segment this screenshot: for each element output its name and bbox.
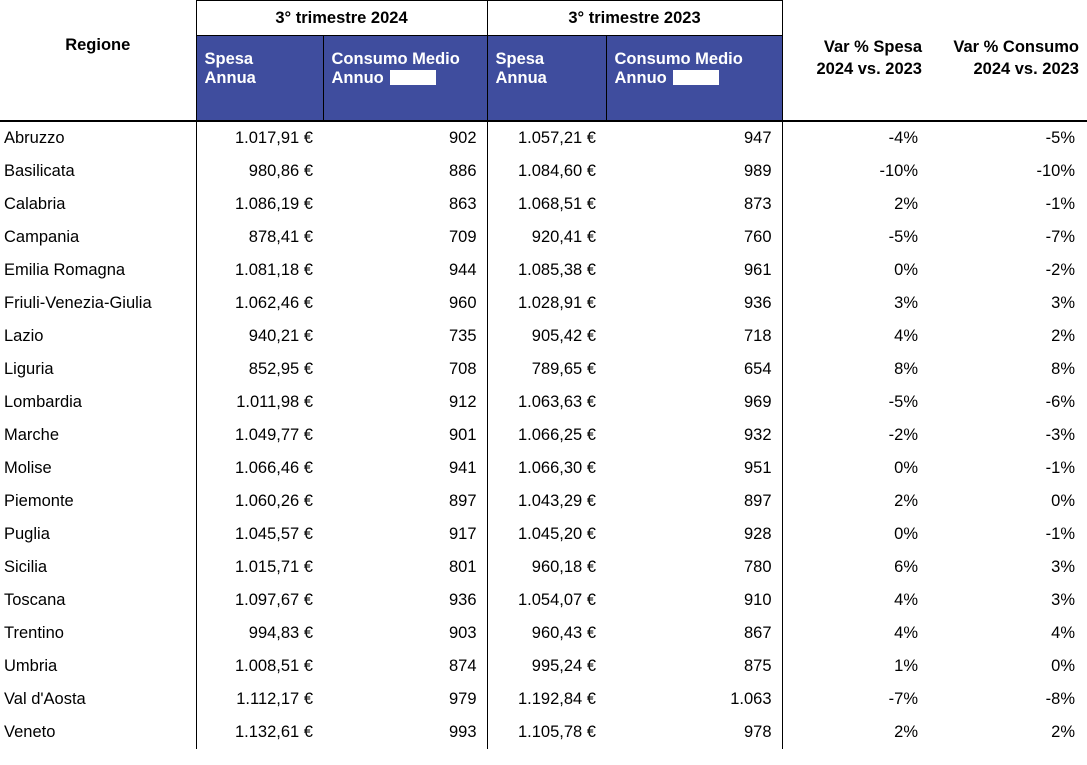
cell-consumo-2023: 961 <box>606 254 782 287</box>
cell-regione: Campania <box>0 221 196 254</box>
cell-spesa-2024: 1.015,71 € <box>196 551 323 584</box>
cell-var-consumo: 4% <box>930 617 1087 650</box>
header-var-consumo-line1: Var % Consumo <box>953 37 1079 56</box>
cell-regione: Piemonte <box>0 485 196 518</box>
table-row[interactable] <box>0 452 1087 485</box>
cell-consumo-2024: 979 <box>323 683 487 716</box>
cell-spesa-2023: 920,41 € <box>487 221 606 254</box>
cell-var-consumo: -1% <box>930 452 1087 485</box>
cell-var-consumo: 2% <box>930 320 1087 353</box>
cell-regione: Marche <box>0 419 196 452</box>
cell-spesa-2023: 1.192,84 € <box>487 683 606 716</box>
cell-var-consumo: 3% <box>930 584 1087 617</box>
header-consumo-medio-2024-line2: Annuo <box>331 69 384 87</box>
table-row[interactable] <box>0 650 1087 683</box>
cell-spesa-2024: 852,95 € <box>196 353 323 386</box>
cell-var-consumo: -2% <box>930 254 1087 287</box>
cell-var-spesa: 1% <box>782 650 930 683</box>
header-consumo-medio-2024 <box>323 36 487 122</box>
cell-var-consumo: -1% <box>930 188 1087 221</box>
cell-consumo-2023: 760 <box>606 221 782 254</box>
cell-consumo-2024: 944 <box>323 254 487 287</box>
cell-var-spesa: 0% <box>782 254 930 287</box>
unit-swatch-icon-2 <box>673 70 719 85</box>
cell-spesa-2024: 1.049,77 € <box>196 419 323 452</box>
cell-var-consumo: -7% <box>930 221 1087 254</box>
cell-spesa-2024: 994,83 € <box>196 617 323 650</box>
cell-var-spesa: 0% <box>782 452 930 485</box>
cell-consumo-2024: 912 <box>323 386 487 419</box>
table-row[interactable] <box>0 617 1087 650</box>
cell-regione: Val d'Aosta <box>0 683 196 716</box>
cell-spesa-2024: 980,86 € <box>196 155 323 188</box>
table-row[interactable] <box>0 485 1087 518</box>
table-row[interactable] <box>0 353 1087 386</box>
cell-spesa-2024: 1.008,51 € <box>196 650 323 683</box>
cell-var-spesa: 4% <box>782 584 930 617</box>
cell-var-consumo: -6% <box>930 386 1087 419</box>
cell-spesa-2023: 1.057,21 € <box>487 121 606 155</box>
cell-var-consumo: 0% <box>930 650 1087 683</box>
cell-regione: Calabria <box>0 188 196 221</box>
cell-consumo-2024: 801 <box>323 551 487 584</box>
cell-var-spesa: 6% <box>782 551 930 584</box>
cell-consumo-2024: 709 <box>323 221 487 254</box>
cell-var-spesa: -10% <box>782 155 930 188</box>
cell-var-consumo: 8% <box>930 353 1087 386</box>
header-spesa-annua-2024 <box>196 36 323 122</box>
cell-regione: Toscana <box>0 584 196 617</box>
header-spesa-annua-2023-line1: Spesa <box>495 50 545 68</box>
cell-consumo-2024: 901 <box>323 419 487 452</box>
cell-spesa-2023: 1.066,25 € <box>487 419 606 452</box>
cell-spesa-2024: 1.062,46 € <box>196 287 323 320</box>
cell-consumo-2023: 932 <box>606 419 782 452</box>
header-spesa-annua-2023 <box>487 36 606 122</box>
cell-spesa-2023: 1.028,91 € <box>487 287 606 320</box>
cell-regione: Umbria <box>0 650 196 683</box>
cell-var-spesa: 2% <box>782 485 930 518</box>
cell-spesa-2023: 1.063,63 € <box>487 386 606 419</box>
header-var-consumo <box>930 36 1087 122</box>
cell-spesa-2024: 1.081,18 € <box>196 254 323 287</box>
cell-regione: Abruzzo <box>0 121 196 155</box>
cell-spesa-2024: 1.045,57 € <box>196 518 323 551</box>
table-row[interactable] <box>0 683 1087 716</box>
cell-consumo-2024: 874 <box>323 650 487 683</box>
header-consumo-medio-2023-line1: Consumo Medio <box>614 50 743 68</box>
table-row[interactable] <box>0 188 1087 221</box>
header-blank-var-spesa <box>782 1 930 36</box>
cell-spesa-2023: 1.084,60 € <box>487 155 606 188</box>
header-consumo-medio-2023 <box>606 36 782 122</box>
cell-consumo-2024: 941 <box>323 452 487 485</box>
cell-consumo-2024: 993 <box>323 716 487 749</box>
cell-spesa-2024: 1.132,61 € <box>196 716 323 749</box>
table-row[interactable] <box>0 551 1087 584</box>
table-row[interactable] <box>0 386 1087 419</box>
header-var-spesa-line1: Var % Spesa <box>823 37 922 56</box>
cell-consumo-2024: 886 <box>323 155 487 188</box>
cell-consumo-2023: 978 <box>606 716 782 749</box>
cell-var-spesa: 0% <box>782 518 930 551</box>
cell-consumo-2024: 917 <box>323 518 487 551</box>
cell-spesa-2024: 1.112,17 € <box>196 683 323 716</box>
cell-spesa-2023: 1.068,51 € <box>487 188 606 221</box>
cell-spesa-2024: 1.086,19 € <box>196 188 323 221</box>
table-row[interactable] <box>0 121 1087 155</box>
cell-consumo-2023: 969 <box>606 386 782 419</box>
cell-var-spesa: -5% <box>782 221 930 254</box>
cell-consumo-2023: 947 <box>606 121 782 155</box>
cell-var-spesa: 4% <box>782 617 930 650</box>
header-spesa-annua-2023-line2: Annua <box>495 69 547 87</box>
table-row[interactable] <box>0 155 1087 188</box>
cell-var-spesa: 4% <box>782 320 930 353</box>
cell-consumo-2023: 936 <box>606 287 782 320</box>
cell-spesa-2024: 878,41 € <box>196 221 323 254</box>
cell-spesa-2023: 1.054,07 € <box>487 584 606 617</box>
table-row[interactable] <box>0 287 1087 320</box>
cell-regione: Lombardia <box>0 386 196 419</box>
cell-spesa-2024: 1.097,67 € <box>196 584 323 617</box>
cell-spesa-2024: 1.060,26 € <box>196 485 323 518</box>
header-group-row <box>0 1 1087 36</box>
cell-consumo-2024: 936 <box>323 584 487 617</box>
cell-var-consumo: 0% <box>930 485 1087 518</box>
table-row[interactable] <box>0 254 1087 287</box>
header-spesa-annua-2024-line1: Spesa <box>204 50 254 68</box>
cell-spesa-2024: 940,21 € <box>196 320 323 353</box>
header-var-spesa <box>782 36 930 122</box>
cell-consumo-2023: 989 <box>606 155 782 188</box>
cell-spesa-2024: 1.066,46 € <box>196 452 323 485</box>
header-consumo-medio-2023-line2: Annuo <box>614 69 667 87</box>
cell-regione: Veneto <box>0 716 196 749</box>
cell-consumo-2023: 718 <box>606 320 782 353</box>
header-corner-blank <box>0 1 196 36</box>
cell-consumo-2024: 960 <box>323 287 487 320</box>
cell-var-spesa: 8% <box>782 353 930 386</box>
cell-consumo-2024: 708 <box>323 353 487 386</box>
table-row[interactable] <box>0 716 1087 749</box>
cell-var-consumo: 3% <box>930 287 1087 320</box>
cell-spesa-2023: 789,65 € <box>487 353 606 386</box>
cell-spesa-2023: 1.085,38 € <box>487 254 606 287</box>
cell-consumo-2024: 863 <box>323 188 487 221</box>
table-row[interactable] <box>0 320 1087 353</box>
cell-var-spesa: -5% <box>782 386 930 419</box>
cell-consumo-2023: 928 <box>606 518 782 551</box>
cell-regione: Sicilia <box>0 551 196 584</box>
cell-regione: Friuli-Venezia-Giulia <box>0 287 196 320</box>
cell-spesa-2023: 960,18 € <box>487 551 606 584</box>
cell-spesa-2024: 1.017,91 € <box>196 121 323 155</box>
table-row[interactable] <box>0 419 1087 452</box>
cell-var-spesa: -4% <box>782 121 930 155</box>
table-row[interactable] <box>0 584 1087 617</box>
cell-regione: Puglia <box>0 518 196 551</box>
cell-regione: Emilia Romagna <box>0 254 196 287</box>
cell-spesa-2023: 1.066,30 € <box>487 452 606 485</box>
cell-consumo-2023: 1.063 <box>606 683 782 716</box>
cell-var-consumo: -5% <box>930 121 1087 155</box>
cell-regione: Liguria <box>0 353 196 386</box>
cell-var-spesa: -2% <box>782 419 930 452</box>
cell-consumo-2023: 951 <box>606 452 782 485</box>
header-regione: Regione <box>0 36 196 122</box>
cell-consumo-2023: 867 <box>606 617 782 650</box>
header-group-2023: 3° trimestre 2023 <box>487 1 782 36</box>
cell-var-spesa: 3% <box>782 287 930 320</box>
cell-regione: Trentino <box>0 617 196 650</box>
header-spesa-annua-2024-line2: Annua <box>204 69 256 87</box>
cell-var-spesa: 2% <box>782 716 930 749</box>
cell-spesa-2023: 1.043,29 € <box>487 485 606 518</box>
cell-var-consumo: -10% <box>930 155 1087 188</box>
header-consumo-medio-2024-line1: Consumo Medio <box>331 50 460 68</box>
cell-var-consumo: 2% <box>930 716 1087 749</box>
header-group-2024: 3° trimestre 2024 <box>196 1 487 36</box>
table-header <box>0 1 1087 122</box>
cell-var-consumo: -1% <box>930 518 1087 551</box>
cell-consumo-2024: 903 <box>323 617 487 650</box>
cell-spesa-2024: 1.011,98 € <box>196 386 323 419</box>
cell-consumo-2024: 735 <box>323 320 487 353</box>
cell-consumo-2023: 875 <box>606 650 782 683</box>
cell-consumo-2023: 873 <box>606 188 782 221</box>
cell-consumo-2023: 780 <box>606 551 782 584</box>
cell-regione: Basilicata <box>0 155 196 188</box>
cell-var-spesa: -7% <box>782 683 930 716</box>
cell-consumo-2024: 902 <box>323 121 487 155</box>
cell-spesa-2023: 1.105,78 € <box>487 716 606 749</box>
cell-spesa-2023: 905,42 € <box>487 320 606 353</box>
cell-spesa-2023: 1.045,20 € <box>487 518 606 551</box>
unit-swatch-icon <box>390 70 436 85</box>
table-row[interactable] <box>0 518 1087 551</box>
header-subheader-row <box>0 36 1087 122</box>
cell-consumo-2023: 654 <box>606 353 782 386</box>
cell-var-consumo: -3% <box>930 419 1087 452</box>
cell-var-spesa: 2% <box>782 188 930 221</box>
cell-spesa-2023: 995,24 € <box>487 650 606 683</box>
header-var-consumo-line2: 2024 vs. 2023 <box>973 59 1079 78</box>
cell-spesa-2023: 960,43 € <box>487 617 606 650</box>
cell-consumo-2023: 897 <box>606 485 782 518</box>
cell-consumo-2024: 897 <box>323 485 487 518</box>
cell-regione: Molise <box>0 452 196 485</box>
cell-var-consumo: 3% <box>930 551 1087 584</box>
header-blank-var-consumo <box>930 1 1087 36</box>
cell-var-consumo: -8% <box>930 683 1087 716</box>
cell-regione: Lazio <box>0 320 196 353</box>
table-body <box>0 121 1087 749</box>
cell-consumo-2023: 910 <box>606 584 782 617</box>
header-var-spesa-line2: 2024 vs. 2023 <box>816 59 922 78</box>
table-row[interactable] <box>0 221 1087 254</box>
